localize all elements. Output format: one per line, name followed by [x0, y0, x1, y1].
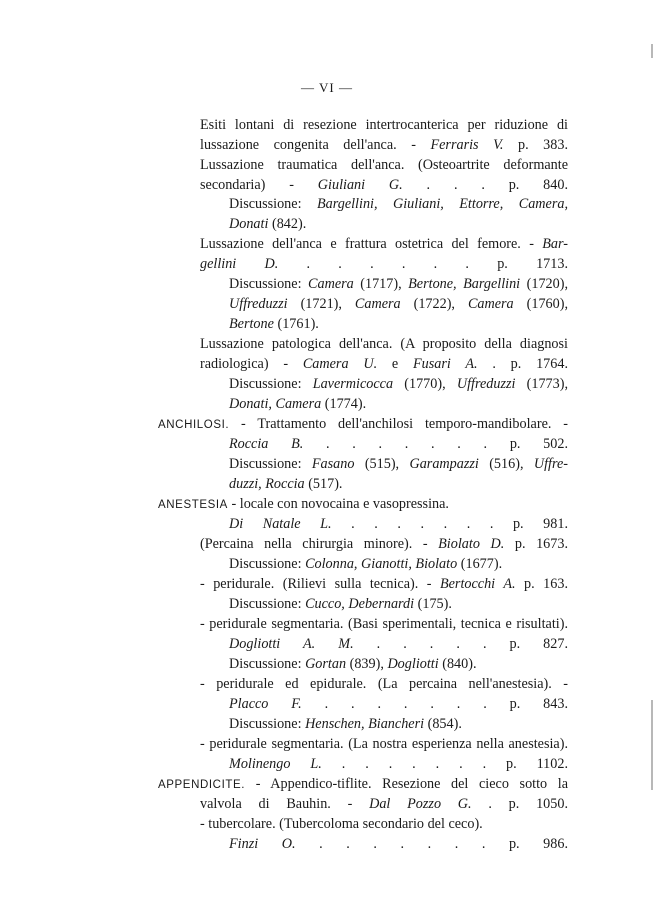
entry-text: (1774).: [321, 396, 367, 412]
entry-text: - Trattamento dell'anchilosi temporo-mandibolare. -: [229, 416, 568, 432]
entry-text: (1773),: [515, 376, 568, 392]
index-keyword: ANCHILOSI.: [158, 419, 230, 431]
author-name: Lavermicocca: [312, 376, 394, 392]
index-line: [200, 115, 568, 135]
index-line: [229, 714, 462, 734]
entry-text: Discussione:: [229, 376, 313, 392]
entry-text: . p. 1764.: [477, 356, 569, 372]
entry-text: . . . . . . . p. 981.: [331, 516, 568, 532]
entry-text: - peridurale segmentaria. (Basi sperimentali, tecnica e risultati).: [200, 616, 568, 632]
index-line: [200, 354, 568, 374]
entry-text: secondaria) -: [200, 177, 318, 193]
entry-text: (517).: [304, 476, 343, 492]
author-name: Giuliani G.: [317, 177, 403, 193]
author-name: Uffre-: [533, 456, 569, 472]
scan-edge-mark: [651, 44, 653, 58]
entry-text: Discussione:: [229, 556, 306, 572]
entry-text: (840).: [438, 656, 477, 672]
entry-text: Lussazione patologica dell'anca. (A proposito della diagnosi: [200, 336, 568, 352]
entry-text: - locale con novocaina e vasopressina.: [227, 496, 449, 512]
entry-text: Discussione:: [229, 196, 317, 212]
index-line: [200, 814, 483, 834]
author-name: Placco F.: [229, 696, 302, 712]
entry-text: valvola di Bauhin. -: [200, 796, 370, 812]
author-name: Bertone, Bargellini: [408, 276, 521, 292]
entry-text: - peridurale. (Rilievi sulla tecnica). -: [200, 576, 440, 592]
entry-text: Discussione:: [229, 276, 309, 292]
author-name: Dogliotti A. M.: [229, 636, 354, 652]
scan-edge-mark: [651, 700, 653, 790]
entry-text: . . . . . . . p. 502.: [303, 436, 568, 452]
index-line: [229, 214, 306, 234]
author-name: Fusari A.: [412, 356, 478, 372]
entry-text: Discussione:: [229, 656, 306, 672]
entry-text: Lussazione dell'anca e frattura ostetrica del femore. -: [200, 236, 543, 252]
index-line: [200, 794, 568, 814]
entry-text: radiologica) -: [200, 356, 303, 372]
index-line: [229, 634, 568, 654]
author-name: Finzi O.: [229, 836, 296, 852]
entry-text: e: [377, 356, 413, 372]
entry-text: Lussazione traumatica dell'anca. (Osteoartrite deformante: [200, 157, 568, 173]
index-line: [229, 474, 342, 494]
index-line: [158, 774, 568, 795]
entry-text: (1721),: [287, 296, 355, 312]
page-number: — VI —: [301, 80, 353, 95]
entry-text: (1761).: [273, 316, 319, 332]
entry-text: - peridurale ed epidurale. (La percaina nell'anestesia). -: [200, 676, 568, 692]
entry-text: . . . . . . . p. 986.: [295, 836, 568, 852]
entry-text: . . . . . . . p. 843.: [301, 696, 568, 712]
index-line: [229, 694, 568, 714]
author-name: Dal Pozzo G.: [369, 796, 472, 812]
entry-text: p. 383.: [503, 137, 568, 153]
index-line: [200, 674, 568, 694]
index-line: [229, 594, 452, 614]
entry-text: - tubercolare. (Tubercoloma secondario del ceco).: [200, 816, 483, 832]
author-name: Gortan: [305, 656, 347, 672]
entry-text: . p. 1050.: [471, 796, 568, 812]
entry-text: (1677).: [457, 556, 503, 572]
entry-text: (842).: [268, 216, 307, 232]
entry-text: . . . . . p. 827.: [353, 636, 569, 652]
index-line: [229, 394, 366, 414]
author-name: Di Natale L.: [229, 516, 332, 532]
index-line: [200, 135, 568, 155]
entry-text: (175).: [414, 596, 452, 612]
entry-text: p. 1673.: [504, 536, 568, 552]
index-line: [200, 614, 568, 634]
author-name: Camera: [354, 296, 401, 312]
index-line: [229, 434, 568, 454]
index-line: [200, 574, 568, 594]
author-name: Camera: [467, 296, 514, 312]
entry-text: (839),: [346, 656, 388, 672]
author-name: Henschen, Biancheri: [305, 716, 425, 732]
author-name: Colonna, Gianotti, Biolato: [305, 556, 458, 572]
index-line: [229, 654, 477, 674]
author-name: Dogliotti: [387, 656, 439, 672]
author-name: Bertocchi A.: [439, 576, 516, 592]
index-line: [200, 155, 568, 175]
index-line: [229, 294, 568, 314]
index-line: [229, 274, 568, 294]
author-name: Uffreduzzi: [229, 296, 288, 312]
index-keyword: APPENDICITE.: [158, 779, 246, 791]
author-name: Bargellini, Giuliani, Ettorre, Camera,: [316, 196, 568, 212]
entry-text: (1760),: [513, 296, 568, 312]
index-line: [200, 234, 568, 254]
author-name: Donati, Camera: [229, 396, 322, 412]
author-name: Garampazzi: [409, 456, 479, 472]
index-line: [200, 175, 568, 195]
author-name: Camera U.: [302, 356, 378, 372]
entry-text: Discussione:: [229, 716, 306, 732]
author-name: Cucco, Debernardi: [305, 596, 415, 612]
entry-text: . . . . . . p. 1713.: [278, 256, 568, 272]
author-name: duzzi, Roccia: [229, 476, 305, 492]
entry-text: (1720),: [520, 276, 569, 292]
index-line: [229, 314, 319, 334]
entry-text: (1722),: [400, 296, 468, 312]
entry-text: - peridurale segmentaria. (La nostra esperienza nella anestesia).: [200, 736, 568, 752]
author-name: Roccia B.: [229, 436, 304, 452]
index-line: [200, 254, 568, 274]
author-name: gellini D.: [200, 256, 279, 272]
author-name: Bar-: [542, 236, 568, 252]
index-line: [200, 534, 568, 554]
author-name: Camera: [308, 276, 354, 292]
author-name: Ferraris V.: [430, 137, 504, 153]
index-line: [200, 334, 568, 354]
author-name: Bertone: [229, 316, 274, 332]
entry-text: (515),: [354, 456, 410, 472]
index-line: [158, 494, 449, 515]
index-keyword: ANESTESIA: [158, 499, 228, 511]
index-line: [200, 734, 568, 754]
index-line: [229, 194, 568, 214]
entry-text: Esiti lontani di resezione intertrocanterica per riduzione di: [200, 117, 568, 133]
index-line: [229, 554, 502, 574]
index-line: [229, 514, 568, 534]
entry-text: (854).: [424, 716, 462, 732]
entry-text: Discussione:: [229, 596, 306, 612]
author-name: Biolato D.: [438, 536, 505, 552]
author-name: Donati: [229, 216, 269, 232]
entry-text: (516),: [478, 456, 534, 472]
index-line: [229, 754, 568, 774]
entry-text: lussazione congenita dell'anca. -: [200, 137, 431, 153]
author-name: Molinengo L.: [229, 756, 322, 772]
entry-text: - Appendico-tiflite. Resezione del cieco sotto la: [245, 776, 568, 792]
index-line: [158, 414, 568, 435]
index-line: [229, 374, 568, 394]
author-name: Fasano: [311, 456, 355, 472]
entry-text: . . . . . . . p. 1102.: [321, 756, 568, 772]
entry-text: (Percaina nella chirurgia minore). -: [200, 536, 439, 552]
entry-text: p. 163.: [515, 576, 568, 592]
entry-text: (1770),: [393, 376, 457, 392]
author-name: Uffreduzzi: [456, 376, 516, 392]
index-line: [229, 834, 568, 854]
entry-text: Discussione:: [229, 456, 312, 472]
index-line: [229, 454, 568, 474]
entry-text: (1717),: [353, 276, 409, 292]
entry-text: . . . p. 840.: [402, 177, 569, 193]
